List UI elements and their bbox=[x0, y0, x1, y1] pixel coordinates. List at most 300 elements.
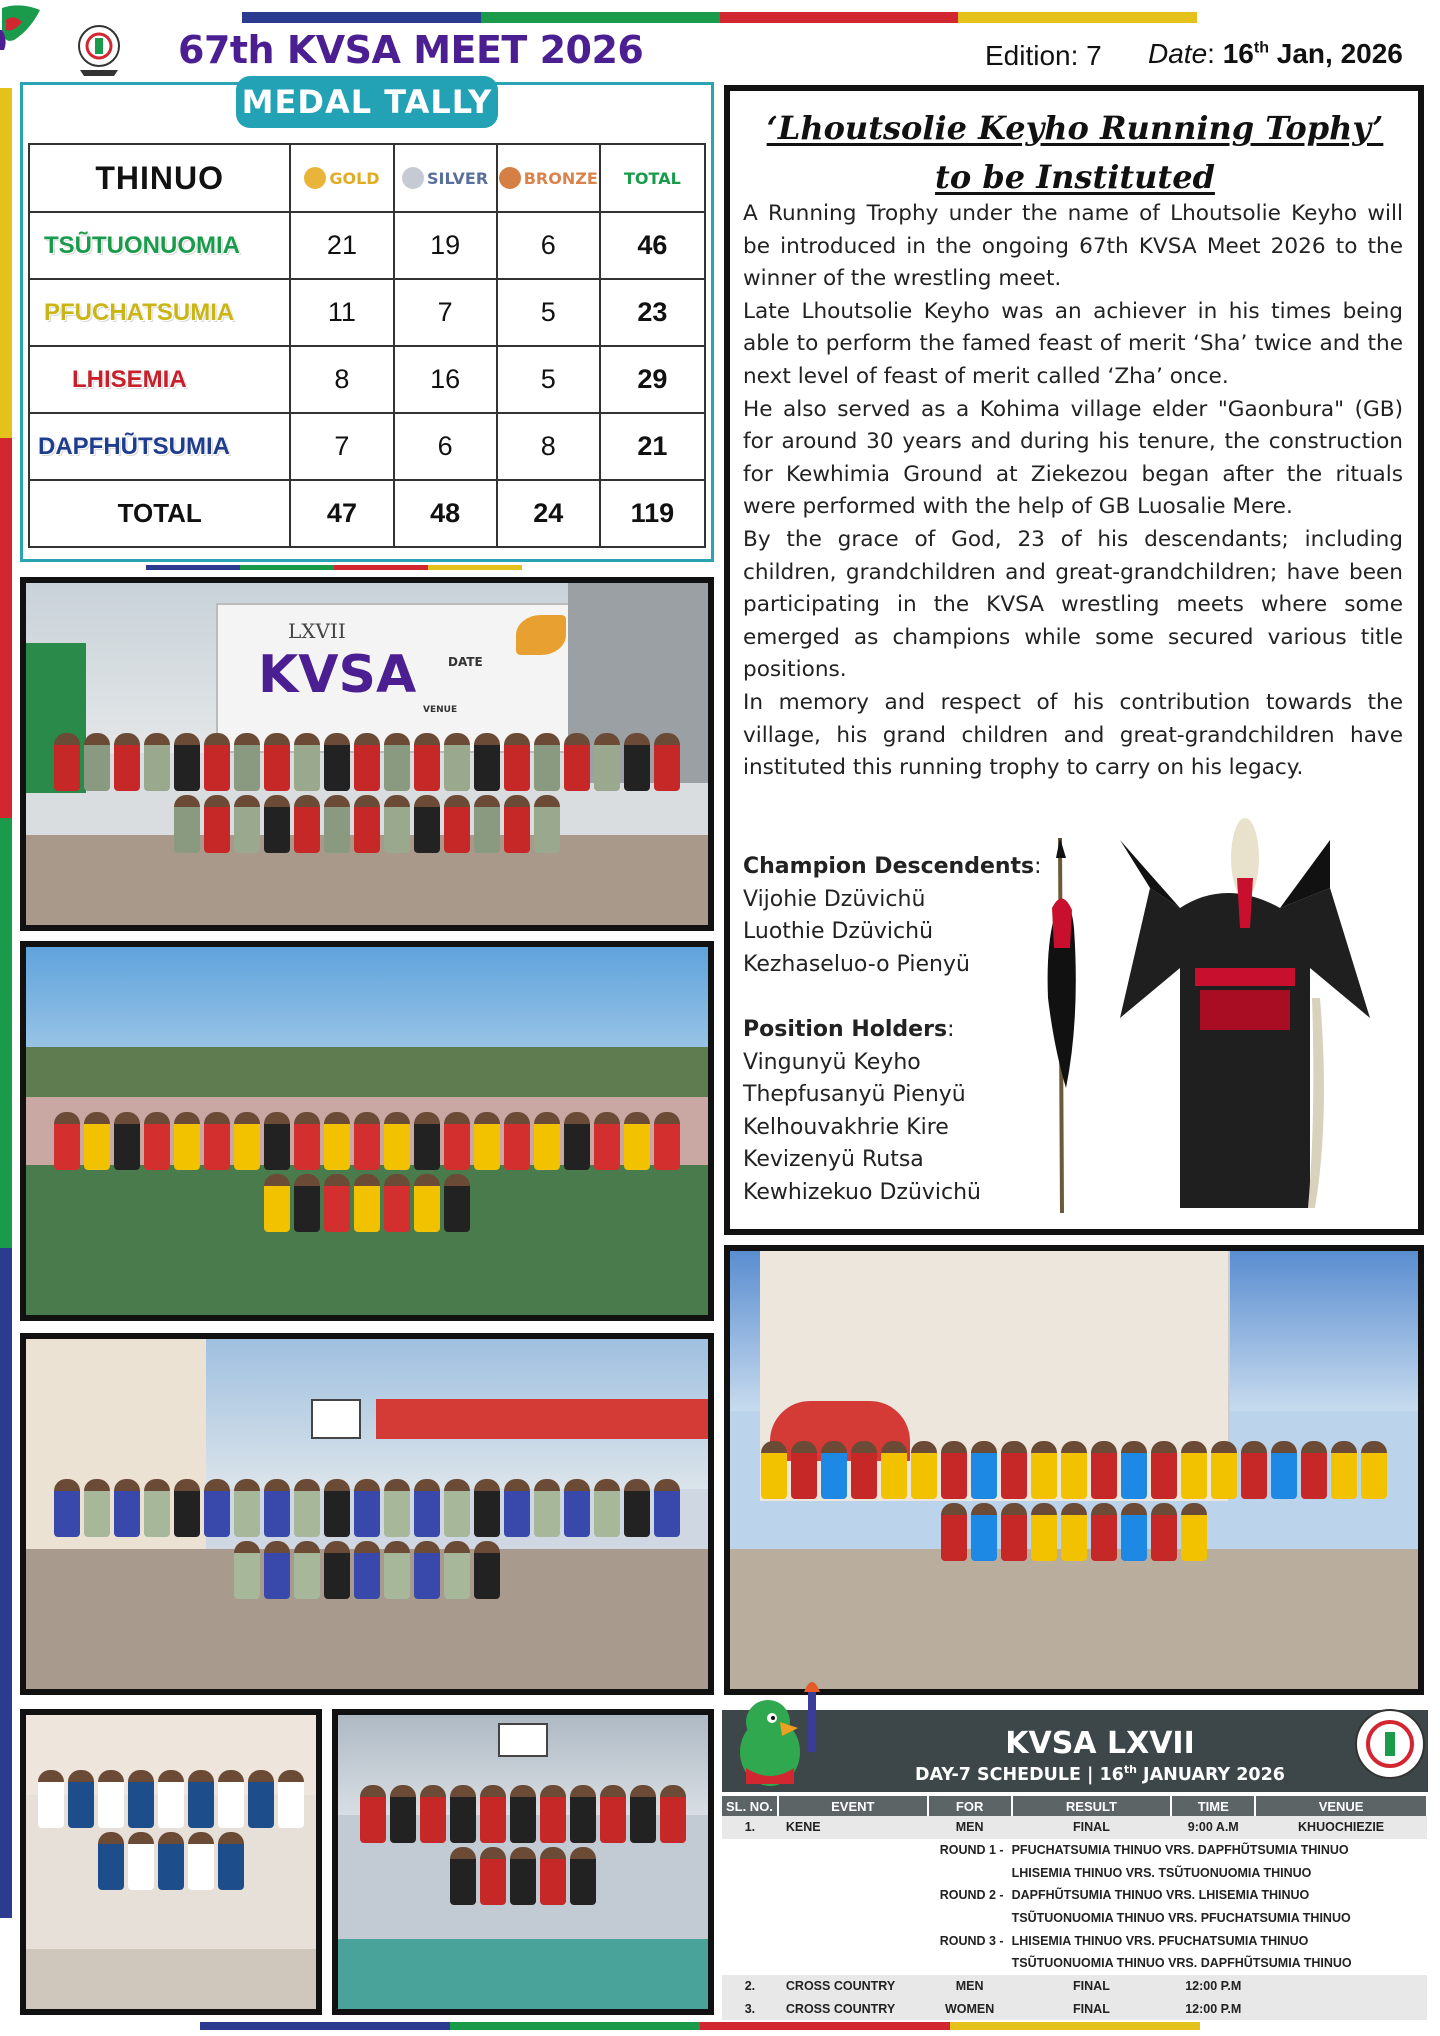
article-paragraph: Late Lhoutsolie Keyho was an achiever in his times being able to perform the famed feast of merit ‘Sha’ twice and the next level of feast of merit called ‘Zha’ once. bbox=[743, 298, 1403, 389]
person-silhouette bbox=[821, 1441, 847, 1499]
banner-venue: VENUE bbox=[423, 705, 458, 715]
schedule-table bbox=[722, 1796, 1428, 2020]
photo-basketball-women bbox=[20, 1333, 714, 1695]
round-match: TSŨTUONUOMIA THINUO VRS. DAPFHŨTSUMIA THINUO bbox=[1011, 1956, 1352, 1971]
person-silhouette bbox=[1181, 1441, 1207, 1499]
header-for: FOR bbox=[928, 1796, 1012, 1816]
person-silhouette bbox=[264, 733, 290, 791]
person-silhouette bbox=[1001, 1441, 1027, 1499]
person-silhouette bbox=[384, 1174, 410, 1232]
crowd-figures bbox=[53, 1479, 680, 1599]
banner-date: DATE bbox=[448, 655, 483, 669]
person-silhouette bbox=[971, 1503, 997, 1561]
total-count: 46 bbox=[600, 212, 705, 279]
person-silhouette bbox=[414, 733, 440, 791]
person-silhouette bbox=[98, 1770, 124, 1828]
person-silhouette bbox=[114, 733, 140, 791]
total-count: 23 bbox=[600, 279, 705, 346]
round-row bbox=[722, 1952, 1427, 1975]
header-silver bbox=[394, 144, 497, 212]
crowd-figures bbox=[353, 1785, 693, 1905]
person-silhouette bbox=[504, 1112, 530, 1170]
event-name: CROSS COUNTRY bbox=[778, 1998, 928, 2021]
tally-row bbox=[29, 279, 705, 346]
person-silhouette bbox=[600, 1785, 626, 1843]
event-result: FINAL bbox=[1012, 1816, 1172, 1839]
position-holder-name: Vingunyü Keyho bbox=[743, 1049, 921, 1075]
person-silhouette bbox=[144, 733, 170, 791]
person-silhouette bbox=[444, 1174, 470, 1232]
person-silhouette bbox=[264, 1112, 290, 1170]
date-suffix: th bbox=[1253, 39, 1269, 57]
person-silhouette bbox=[174, 733, 200, 791]
person-silhouette bbox=[971, 1441, 997, 1499]
person-silhouette bbox=[144, 1112, 170, 1170]
total-count: 21 bbox=[600, 413, 705, 480]
date-day: 16 bbox=[1222, 38, 1254, 69]
person-silhouette bbox=[218, 1832, 244, 1890]
person-silhouette bbox=[534, 795, 560, 853]
crowd-figures bbox=[53, 733, 680, 853]
silver-count: 19 bbox=[394, 212, 497, 279]
event-for: MEN bbox=[928, 1975, 1012, 1998]
person-silhouette bbox=[654, 733, 680, 791]
silver-count: 16 bbox=[394, 346, 497, 413]
round-row bbox=[722, 1839, 1427, 1862]
person-silhouette bbox=[294, 1479, 320, 1537]
person-silhouette bbox=[480, 1847, 506, 1905]
person-silhouette bbox=[594, 733, 620, 791]
person-silhouette bbox=[114, 1112, 140, 1170]
person-silhouette bbox=[174, 795, 200, 853]
positions-heading: Position Holders bbox=[743, 1016, 948, 1042]
person-silhouette bbox=[1331, 1441, 1357, 1499]
person-silhouette bbox=[384, 1541, 410, 1599]
person-silhouette bbox=[354, 795, 380, 853]
person-silhouette bbox=[294, 1174, 320, 1232]
header-bronze bbox=[497, 144, 600, 212]
round-match: LHISEMIA THINUO VRS. PFUCHATSUMIA THINUO bbox=[1011, 1933, 1309, 1948]
person-silhouette bbox=[1301, 1441, 1327, 1499]
header-venue: VENUE bbox=[1255, 1796, 1427, 1816]
person-silhouette bbox=[881, 1441, 907, 1499]
person-silhouette bbox=[474, 1479, 500, 1537]
person-silhouette bbox=[114, 1479, 140, 1537]
person-silhouette bbox=[414, 1541, 440, 1599]
person-silhouette bbox=[444, 1541, 470, 1599]
tally-underline bbox=[146, 565, 522, 570]
person-silhouette bbox=[294, 1541, 320, 1599]
article-body bbox=[743, 198, 1403, 785]
crowd-figures bbox=[53, 1112, 680, 1232]
person-silhouette bbox=[1121, 1503, 1147, 1561]
bronze-count: 5 bbox=[497, 279, 600, 346]
article-title-line2: to be Instituted bbox=[935, 158, 1215, 196]
person-silhouette bbox=[1211, 1441, 1237, 1499]
event-venue: KHUOCHIEZIE bbox=[1255, 1816, 1427, 1839]
tally-row bbox=[29, 413, 705, 480]
person-silhouette bbox=[444, 1112, 470, 1170]
person-silhouette bbox=[218, 1770, 244, 1828]
header-thinuo: THINUO bbox=[29, 144, 290, 212]
silver-total: 48 bbox=[394, 480, 497, 547]
photo-volleyball-men bbox=[724, 1245, 1424, 1695]
crowd-figures bbox=[758, 1441, 1391, 1561]
person-silhouette bbox=[234, 1541, 260, 1599]
person-silhouette bbox=[354, 1541, 380, 1599]
person-silhouette bbox=[264, 1174, 290, 1232]
person-silhouette bbox=[354, 1112, 380, 1170]
total-count: 29 bbox=[600, 346, 705, 413]
person-silhouette bbox=[384, 1479, 410, 1537]
grand-total: 119 bbox=[600, 480, 705, 547]
person-silhouette bbox=[84, 733, 110, 791]
header-event: EVENT bbox=[778, 1796, 928, 1816]
silver-count: 6 bbox=[394, 413, 497, 480]
person-silhouette bbox=[354, 733, 380, 791]
photo-group-banner bbox=[20, 577, 714, 931]
gold-count: 8 bbox=[290, 346, 393, 413]
team-name: LHISEMIA bbox=[29, 346, 290, 413]
person-silhouette bbox=[761, 1441, 787, 1499]
tally-row bbox=[29, 346, 705, 413]
person-silhouette bbox=[84, 1112, 110, 1170]
person-silhouette bbox=[384, 795, 410, 853]
header-total-label: TOTAL bbox=[624, 168, 681, 188]
person-silhouette bbox=[594, 1112, 620, 1170]
event-for: WOMEN bbox=[928, 1998, 1012, 2021]
person-silhouette bbox=[324, 1541, 350, 1599]
tally-header-row bbox=[29, 144, 705, 212]
round-row bbox=[722, 1929, 1427, 1952]
person-silhouette bbox=[54, 1112, 80, 1170]
gold-count: 7 bbox=[290, 413, 393, 480]
kvsa-emblem-logo bbox=[74, 22, 124, 78]
issue-date: Date: 16th Jan, 2026 bbox=[1148, 38, 1403, 69]
person-silhouette bbox=[54, 1479, 80, 1537]
round-label: ROUND 1 - bbox=[939, 1843, 1004, 1858]
header-silver-label: SILVER bbox=[427, 168, 489, 188]
person-silhouette bbox=[264, 795, 290, 853]
person-silhouette bbox=[564, 733, 590, 791]
bronze-count: 8 bbox=[497, 413, 600, 480]
photo-football-team bbox=[20, 941, 714, 1321]
person-silhouette bbox=[264, 1479, 290, 1537]
total-label: TOTAL bbox=[29, 480, 290, 547]
person-silhouette bbox=[294, 795, 320, 853]
person-silhouette bbox=[294, 1112, 320, 1170]
champion-name: Luothie Dzüvichü bbox=[743, 919, 934, 945]
event-name: CROSS COUNTRY bbox=[778, 1975, 928, 1998]
medal-tally-table bbox=[28, 143, 706, 548]
person-silhouette bbox=[654, 1479, 680, 1537]
event-time: 9:00 A.M bbox=[1171, 1816, 1255, 1839]
person-silhouette bbox=[654, 1112, 680, 1170]
header-time: TIME bbox=[1171, 1796, 1255, 1816]
person-silhouette bbox=[324, 1479, 350, 1537]
person-silhouette bbox=[234, 1112, 260, 1170]
person-silhouette bbox=[158, 1832, 184, 1890]
person-silhouette bbox=[534, 733, 560, 791]
person-silhouette bbox=[390, 1785, 416, 1843]
descendants-lists: Champion Descendents: Vijohie Dzüvichü Luothie Dzüvichü Kezhaseluo-o Pienyü Position Holders: Vingunyü Keyho Thepfusanyü Pienyü Kelhouvakhrie Kire Kevizenyü Rutsa Kewhizekuo Dzüvichü bbox=[743, 851, 1043, 1210]
person-silhouette bbox=[324, 733, 350, 791]
person-silhouette bbox=[851, 1441, 877, 1499]
person-silhouette bbox=[204, 733, 230, 791]
person-silhouette bbox=[188, 1832, 214, 1890]
person-silhouette bbox=[420, 1785, 446, 1843]
person-silhouette bbox=[234, 795, 260, 853]
round-match: PFUCHATSUMIA THINUO VRS. DAPFHŨTSUMIA THINUO bbox=[1011, 1843, 1349, 1858]
person-silhouette bbox=[911, 1441, 937, 1499]
person-silhouette bbox=[624, 1479, 650, 1537]
person-silhouette bbox=[941, 1503, 967, 1561]
banner-kvsa: KVSA bbox=[258, 645, 417, 705]
person-silhouette bbox=[278, 1770, 304, 1828]
gold-medal-icon bbox=[304, 167, 326, 189]
person-silhouette bbox=[204, 1479, 230, 1537]
person-silhouette bbox=[204, 1112, 230, 1170]
date-rest: Jan, 2026 bbox=[1268, 38, 1403, 69]
person-silhouette bbox=[1361, 1441, 1387, 1499]
position-holder-name: Thepfusanyü Pienyü bbox=[743, 1082, 966, 1108]
person-silhouette bbox=[324, 1174, 350, 1232]
person-silhouette bbox=[158, 1770, 184, 1828]
article-paragraph: By the grace of God, 23 of his descendants; including children, grandchildren and great-grandchildren; have been participating in the KVSA wrestling meets where some emerged as champions while some secured various title positions. bbox=[743, 526, 1403, 683]
person-silhouette bbox=[144, 1479, 170, 1537]
bronze-medal-icon bbox=[499, 167, 521, 189]
champions-heading: Champion Descendents bbox=[743, 854, 1035, 879]
header-total bbox=[600, 144, 705, 212]
event-venue bbox=[1255, 1998, 1427, 2021]
person-silhouette bbox=[660, 1785, 686, 1843]
sl-no: 2. bbox=[722, 1975, 778, 1998]
basketball-hoop-icon bbox=[498, 1723, 548, 1757]
person-silhouette bbox=[234, 733, 260, 791]
person-silhouette bbox=[474, 1541, 500, 1599]
sl-no: 3. bbox=[722, 1998, 778, 2021]
person-silhouette bbox=[570, 1847, 596, 1905]
position-holder-name: Kevizenyü Rutsa bbox=[743, 1147, 924, 1173]
gold-count: 21 bbox=[290, 212, 393, 279]
round-match: LHISEMIA THINUO VRS. TSŨTUONUOMIA THINUO bbox=[1011, 1865, 1312, 1880]
person-silhouette bbox=[1061, 1441, 1087, 1499]
person-silhouette bbox=[414, 1174, 440, 1232]
header-result: RESULT bbox=[1012, 1796, 1172, 1816]
person-silhouette bbox=[414, 795, 440, 853]
person-silhouette bbox=[504, 1479, 530, 1537]
person-silhouette bbox=[354, 1479, 380, 1537]
person-silhouette bbox=[234, 1479, 260, 1537]
person-silhouette bbox=[384, 1112, 410, 1170]
person-silhouette bbox=[54, 733, 80, 791]
person-silhouette bbox=[1031, 1503, 1057, 1561]
person-silhouette bbox=[1091, 1503, 1117, 1561]
edition-number: Edition: 7 bbox=[985, 40, 1102, 71]
person-silhouette bbox=[564, 1112, 590, 1170]
champion-name: Kezhaseluo-o Pienyü bbox=[743, 951, 970, 977]
sl-no: 1. bbox=[722, 1816, 778, 1839]
round-row bbox=[722, 1861, 1427, 1884]
person-silhouette bbox=[38, 1770, 64, 1828]
person-silhouette bbox=[1151, 1503, 1177, 1561]
schedule-subtitle-sup: th bbox=[1123, 1763, 1137, 1776]
kvsa-event-banner bbox=[216, 603, 576, 753]
gold-total: 47 bbox=[290, 480, 393, 547]
side-color-stripe bbox=[0, 88, 12, 1918]
event-name: KENE bbox=[778, 1816, 928, 1839]
round-match: DAPFHŨTSUMIA THINUO VRS. LHISEMIA THINUO bbox=[1011, 1888, 1310, 1903]
person-silhouette bbox=[474, 733, 500, 791]
person-silhouette bbox=[504, 795, 530, 853]
person-silhouette bbox=[540, 1785, 566, 1843]
person-silhouette bbox=[941, 1441, 967, 1499]
person-silhouette bbox=[84, 1479, 110, 1537]
person-silhouette bbox=[534, 1479, 560, 1537]
event-venue bbox=[1255, 1975, 1427, 1998]
person-silhouette bbox=[414, 1479, 440, 1537]
tally-row bbox=[29, 212, 705, 279]
round-label: ROUND 2 - bbox=[939, 1888, 1004, 1903]
article-title-line1: ‘Lhoutsolie Keyho Running Tophy’ bbox=[766, 109, 1384, 147]
champion-name: Vijohie Dzüvichü bbox=[743, 886, 926, 912]
event-for: MEN bbox=[928, 1816, 1012, 1839]
banner-lxvii: LXVII bbox=[288, 619, 346, 643]
person-silhouette bbox=[510, 1785, 536, 1843]
person-silhouette bbox=[68, 1770, 94, 1828]
person-silhouette bbox=[1001, 1503, 1027, 1561]
header-gold-label: GOLD bbox=[329, 168, 380, 188]
person-silhouette bbox=[564, 1479, 590, 1537]
person-silhouette bbox=[534, 1112, 560, 1170]
schedule-row bbox=[722, 1998, 1427, 2021]
header-sl-no: SL. NO. bbox=[722, 1796, 778, 1816]
person-silhouette bbox=[444, 733, 470, 791]
person-silhouette bbox=[510, 1847, 536, 1905]
date-label: Date bbox=[1148, 38, 1208, 69]
person-silhouette bbox=[540, 1847, 566, 1905]
spear-and-shawl-illustration bbox=[1030, 818, 1414, 1218]
person-silhouette bbox=[1031, 1441, 1057, 1499]
person-silhouette bbox=[264, 1541, 290, 1599]
person-silhouette bbox=[1121, 1441, 1147, 1499]
position-holder-name: Kelhouvakhrie Kire bbox=[743, 1114, 949, 1140]
person-silhouette bbox=[444, 795, 470, 853]
schedule-subtitle-post: JANUARY 2026 bbox=[1136, 1764, 1285, 1785]
person-silhouette bbox=[174, 1112, 200, 1170]
person-silhouette bbox=[450, 1847, 476, 1905]
bronze-count: 6 bbox=[497, 212, 600, 279]
schedule-subtitle bbox=[860, 1763, 1340, 1785]
parrot-mascot-icon bbox=[720, 1672, 842, 1792]
person-silhouette bbox=[360, 1785, 386, 1843]
person-silhouette bbox=[1091, 1441, 1117, 1499]
tally-total-row bbox=[29, 480, 705, 547]
person-silhouette bbox=[128, 1770, 154, 1828]
article-paragraph: He also served as a Kohima village elder "Gaonbura" (GB) for around 30 years and during his tenure, the construction for Kewhimia Ground at Ziekezou began after the rituals were performed with the help of GB Luosalie Mere. bbox=[743, 396, 1403, 520]
team-name: DAPFHŨTSUMIA bbox=[29, 413, 290, 480]
bottom-color-bar bbox=[200, 2022, 1200, 2030]
schedule-row bbox=[722, 1816, 1427, 1839]
person-silhouette bbox=[294, 733, 320, 791]
round-label: ROUND 3 - bbox=[939, 1933, 1004, 1948]
bronze-total: 24 bbox=[497, 480, 600, 547]
article-title bbox=[740, 104, 1410, 202]
person-silhouette bbox=[98, 1832, 124, 1890]
basketball-hoop-icon bbox=[311, 1399, 361, 1439]
silver-count: 7 bbox=[394, 279, 497, 346]
medal-tally-title: MEDAL TALLY bbox=[236, 76, 498, 128]
schedule-header-row bbox=[722, 1796, 1427, 1816]
event-result: FINAL bbox=[1012, 1998, 1172, 2021]
crowd-figures bbox=[38, 1770, 305, 1890]
gold-count: 11 bbox=[290, 279, 393, 346]
schedule-subtitle-pre: DAY-7 SCHEDULE | 16 bbox=[915, 1764, 1124, 1785]
person-silhouette bbox=[248, 1770, 274, 1828]
person-silhouette bbox=[384, 733, 410, 791]
round-match: TSŨTUONUOMIA THINUO VRS. PFUCHATSUMIA THINUO bbox=[1011, 1911, 1351, 1926]
person-silhouette bbox=[474, 1112, 500, 1170]
round-row bbox=[722, 1907, 1427, 1930]
person-silhouette bbox=[188, 1770, 214, 1828]
person-silhouette bbox=[1241, 1441, 1267, 1499]
article-paragraph: In memory and respect of his contribution towards the village, his grand children and great-grandchildren have instituted this running trophy to carry on his legacy. bbox=[743, 689, 1403, 781]
silver-medal-icon bbox=[402, 167, 424, 189]
person-silhouette bbox=[630, 1785, 656, 1843]
person-silhouette bbox=[1271, 1441, 1297, 1499]
person-silhouette bbox=[480, 1785, 506, 1843]
person-silhouette bbox=[624, 1112, 650, 1170]
person-silhouette bbox=[450, 1785, 476, 1843]
person-silhouette bbox=[474, 795, 500, 853]
event-result: FINAL bbox=[1012, 1975, 1172, 1998]
person-silhouette bbox=[324, 795, 350, 853]
kvsa-schedule-emblem bbox=[1352, 1704, 1428, 1784]
person-silhouette bbox=[504, 733, 530, 791]
person-silhouette bbox=[204, 795, 230, 853]
person-silhouette bbox=[128, 1832, 154, 1890]
person-silhouette bbox=[1061, 1503, 1087, 1561]
article-paragraph: A Running Trophy under the name of Lhoutsolie Keyho will be introduced in the ongoing 67th KVSA Meet 2026 to the winner of the wrestling meet. bbox=[743, 201, 1403, 292]
position-holder-name: Kewhizekuo Dzüvichü bbox=[743, 1179, 982, 1205]
header-gold bbox=[290, 144, 393, 212]
header-bronze-label: BRONZE bbox=[523, 168, 598, 188]
event-time: 12:00 P.M bbox=[1171, 1975, 1255, 1998]
schedule-row bbox=[722, 1975, 1427, 1998]
event-time: 12:00 P.M bbox=[1171, 1998, 1255, 2021]
person-silhouette bbox=[444, 1479, 470, 1537]
person-silhouette bbox=[1181, 1503, 1207, 1561]
person-silhouette bbox=[324, 1112, 350, 1170]
person-silhouette bbox=[570, 1785, 596, 1843]
person-silhouette bbox=[624, 733, 650, 791]
person-silhouette bbox=[594, 1479, 620, 1537]
masthead-title: 67th KVSA MEET 2026 bbox=[178, 28, 644, 72]
schedule-title: KVSA LXVII bbox=[1005, 1726, 1195, 1761]
brand-swoosh-logo bbox=[0, 0, 60, 60]
bronze-count: 5 bbox=[497, 346, 600, 413]
photo-volleyball-women bbox=[20, 1709, 322, 2015]
person-silhouette bbox=[354, 1174, 380, 1232]
top-color-bar bbox=[242, 12, 1197, 23]
photo-basketball-men bbox=[332, 1709, 714, 2015]
round-row bbox=[722, 1884, 1427, 1907]
person-silhouette bbox=[1151, 1441, 1177, 1499]
person-silhouette bbox=[414, 1112, 440, 1170]
person-silhouette bbox=[791, 1441, 817, 1499]
team-name: TSŨTUONUOMIA bbox=[29, 212, 290, 279]
team-name: PFUCHATSUMIA bbox=[29, 279, 290, 346]
